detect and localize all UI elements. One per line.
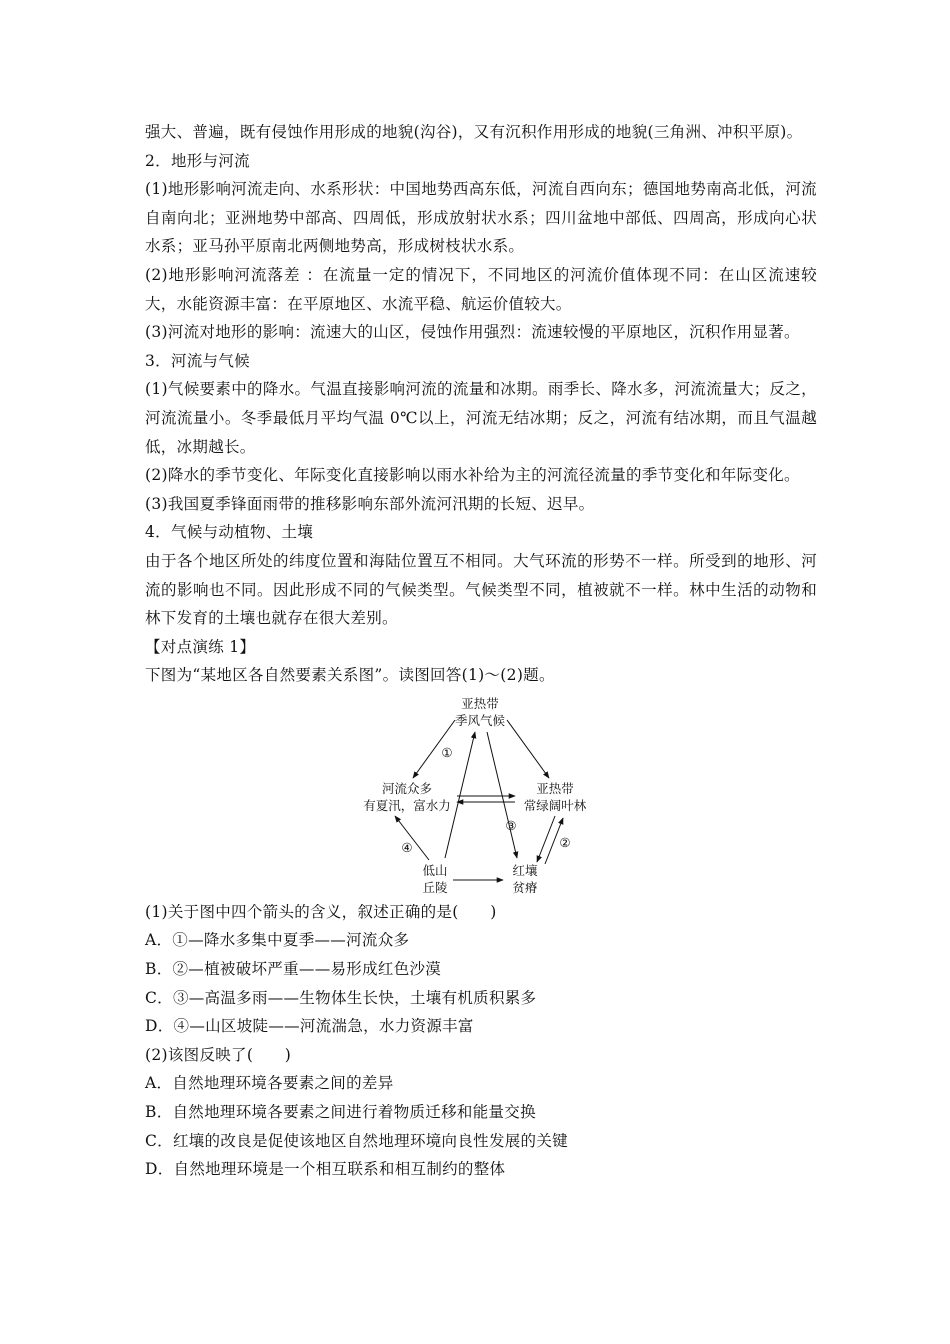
node-climate-line1: 亚热带 bbox=[461, 695, 499, 711]
arrow-climate-to-forest bbox=[507, 720, 549, 778]
section-heading: 2．地形与河流 bbox=[145, 151, 250, 170]
paragraph: 由于各个地区所处的纬度位置和海陆位置互不相同。大气环流的形势不一样。所受到的地形、河流的影响也不同。因此形成不同的气候类型。气候类型不同，植被就不一样。林中生活的动物和林下发育的土壤也就存在很大差别。 bbox=[145, 551, 817, 628]
node-river-line2: 有夏汛，富水力 bbox=[363, 797, 451, 813]
arrow-label-4: ④ bbox=[401, 839, 413, 855]
option-1c: C．③—高温多雨——生物体生长快，土壤有机质积累多 bbox=[145, 988, 537, 1007]
paragraph: (2)地形影响河流落差 ：在流量一定的情况下，不同地区的河流价值体现不同：在山区流速较大，水能资源丰富：在平原地区、水流平稳、航运价值较大。 bbox=[145, 265, 817, 313]
arrow-label-3: ③ bbox=[505, 817, 517, 833]
question-2: (2)该图反映了( ) bbox=[145, 1045, 292, 1064]
section-heading: 4．气候与动植物、土壤 bbox=[145, 523, 314, 542]
paragraph: 强大、普遍，既有侵蚀作用形成的地貌(沟谷)，又有沉积作用形成的地貌(三角洲、冲积平原)。 bbox=[145, 123, 803, 141]
option-1a: A．①—降水多集中夏季——河流众多 bbox=[145, 931, 410, 950]
option-1b: B．②—植被破坏严重——易形成红色沙漠 bbox=[145, 960, 442, 979]
node-climate-line2: 季风气候 bbox=[454, 712, 506, 728]
paragraph: (3)河流对地形的影响：流速大的山区，侵蚀作用强烈：流速较慢的平原地区，沉积作用显著。 bbox=[145, 323, 800, 342]
node-hills-line2: 丘陵 bbox=[422, 879, 448, 895]
arrow-label-1: ① bbox=[441, 744, 453, 760]
node-hills-line1: 低山 bbox=[422, 862, 448, 878]
node-soil-line2: 贫瘠 bbox=[512, 879, 538, 895]
option-2c: C．红壤的改良是促使该地区自然地理环境向良性发展的关键 bbox=[145, 1131, 568, 1150]
section-heading: 3．河流与气候 bbox=[145, 351, 250, 370]
paragraph: (1)气候要素中的降水。气温直接影响河流的流量和冰期。雨季长、降水多，河流流量大；反之，河流流量小。冬季最低月平均气温 0℃以上，河流无结冰期；反之，河流有结冰期，而且气温越低，冰期越长。 bbox=[145, 380, 817, 456]
option-2a: A．自然地理环境各要素之间的差异 bbox=[145, 1074, 394, 1093]
node-forest-line2: 常绿阔叶林 bbox=[523, 797, 587, 813]
arrow-forest-to-soil bbox=[537, 816, 555, 862]
question-1: (1)关于图中四个箭头的含义，叙述正确的是( ) bbox=[145, 902, 497, 921]
paragraph: (3)我国夏季锋面雨带的推移影响东部外流河汛期的长短、迟早。 bbox=[145, 494, 595, 513]
exercise-heading: 【对点演练 1】 bbox=[145, 637, 256, 656]
option-2d: D．自然地理环境是一个相互联系和相互制约的整体 bbox=[145, 1160, 506, 1179]
arrow-label-2: ② bbox=[559, 834, 571, 850]
paragraph: (1)地形影响河流走向、水系形状：中国地势西高东低，河流自西向东；德国地势南高北低，河流自南向北；亚洲地势中部高、四周低，形成放射状水系；四川盆地中部低、四周高，形成向心状水系；亚马孙平原南北两侧地势高，形成树枝状水系。 bbox=[145, 180, 817, 256]
document-page bbox=[145, 118, 817, 1184]
figure-intro: 下图为“某地区各自然要素关系图”。读图回答(1)～(2)题。 bbox=[145, 666, 555, 685]
node-river-line1: 河流众多 bbox=[381, 780, 433, 796]
option-1d: D．④—山区坡陡——河流湍急，水力资源丰富 bbox=[145, 1017, 474, 1036]
option-2b: B．自然地理环境各要素之间进行着物质迁移和能量交换 bbox=[145, 1103, 536, 1122]
node-soil-line1: 红壤 bbox=[512, 862, 538, 878]
relationship-diagram bbox=[145, 690, 817, 898]
arrow-climate-to-soil bbox=[487, 732, 517, 858]
node-forest-line1: 亚热带 bbox=[536, 780, 574, 796]
paragraph: (2)降水的季节变化、年际变化直接影响以雨水补给为主的河流径流量的季节变化和年际变化。 bbox=[145, 466, 800, 485]
